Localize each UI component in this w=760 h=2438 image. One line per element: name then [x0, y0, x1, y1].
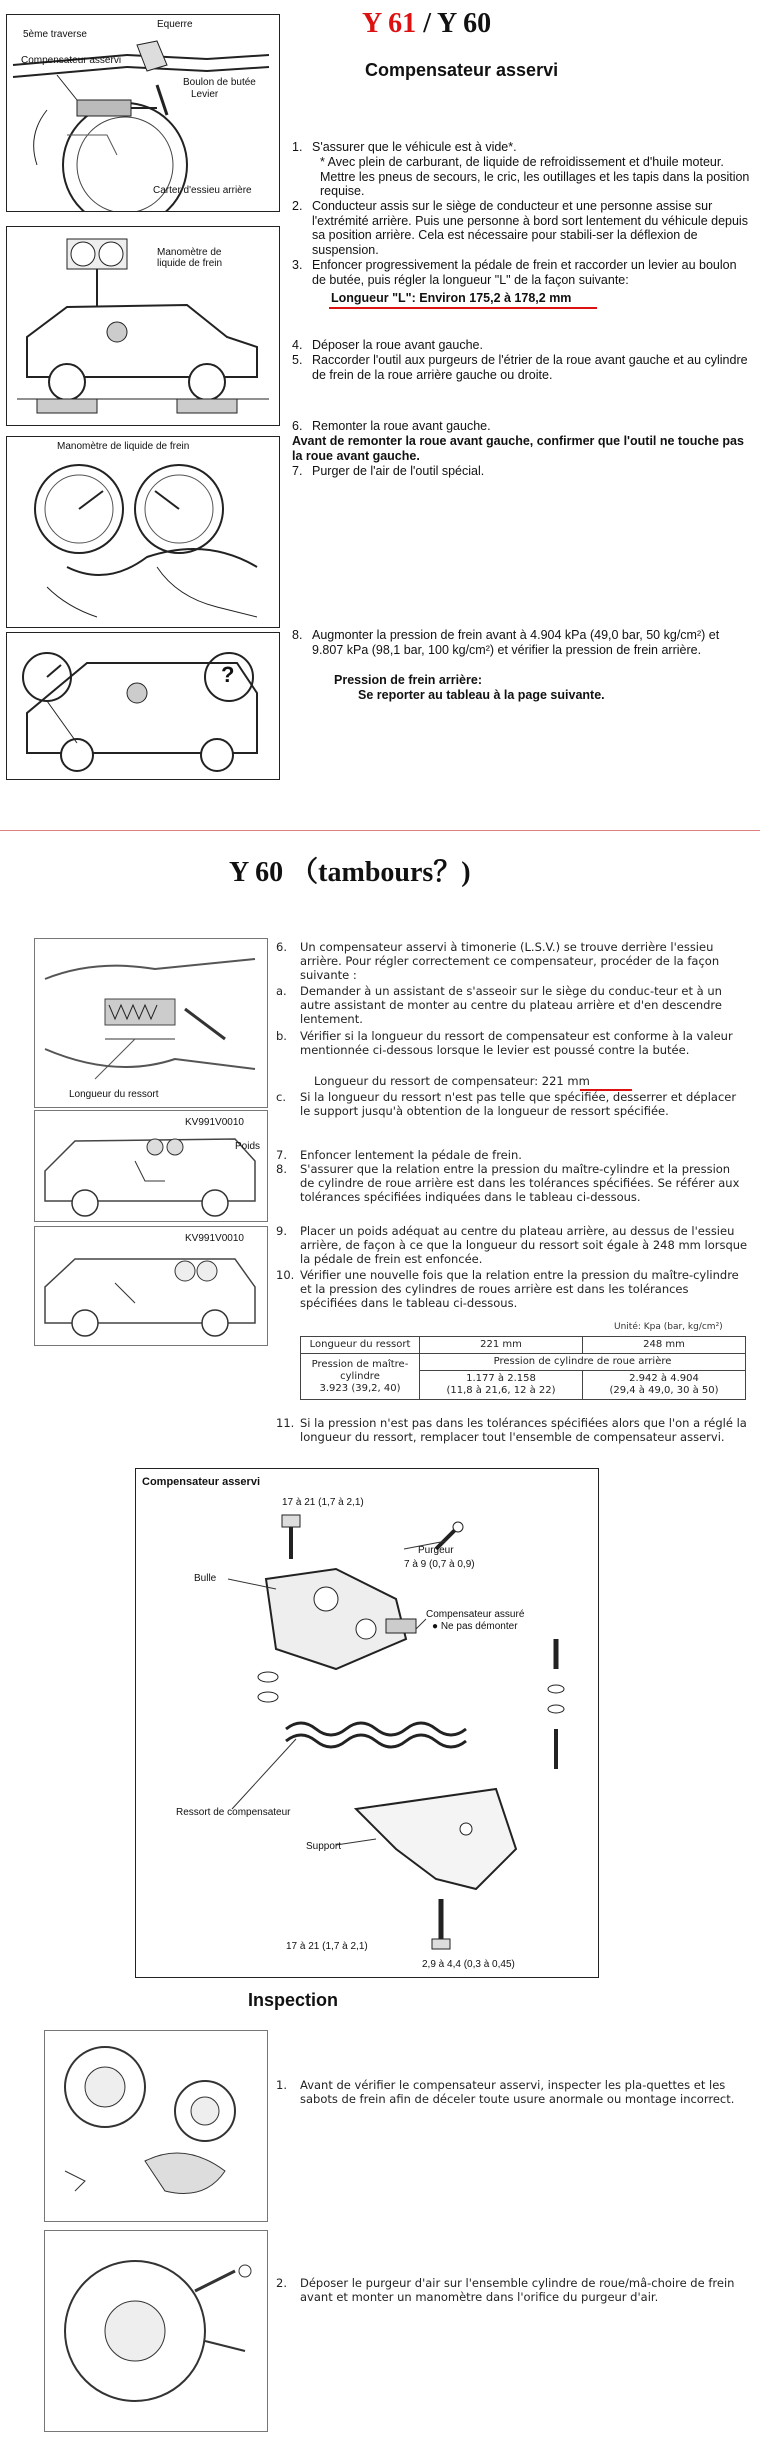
compensator-location-drawing	[7, 15, 279, 211]
manometer-car-drawing	[7, 227, 279, 425]
table-header-248: 248 mm	[583, 1337, 746, 1354]
y60-step-b: b. Vérifier si la longueur du ressort de compensateur est conforme à la valeur mentionnée ci-dessous lorsque le levier est poussé contre la butée.	[276, 1029, 733, 1058]
length-l-label: Longueur "L":	[331, 291, 416, 305]
label-ne-pas-demonter: ● Ne pas démonter	[432, 1621, 518, 1632]
step-8: 8. Augmonter la pression de frein avant à 4.904 kPa (49,0 bar, 50 kg/cm²) et 9.807 kPa (98,1 bar, 100 kg/cm²) et vérifier la pression de frein arrière.	[292, 628, 720, 657]
bleeder-gauge-drawing	[45, 2231, 267, 2431]
step-5: 5. Raccorder l'outil aux purgeurs de l'étrier de la roue avant gauche et au cylindre de frein de la roue arrière gauche ou droite.	[292, 353, 748, 382]
section2-title: Y 60 （tambours？)	[229, 857, 471, 888]
model-y60: Y 60	[436, 8, 492, 39]
label-bulle: Bulle	[194, 1573, 217, 1584]
figure-exploded-view	[135, 1468, 599, 1978]
label-manometre: Manomètre de liquide de frein	[157, 247, 223, 269]
y60-step-8: 8. S'assurer que la relation entre la pression du maître-cylindre et la pression de cylindre de roue arrière est dans les tolérances spécifiées. Se référer aux tolérances spécifiées indiquées dans le tableau ci-dessous.	[276, 1162, 740, 1205]
pressure-table	[300, 1336, 746, 1400]
length-l-spec	[331, 291, 571, 306]
figure-spring-length	[34, 938, 268, 1108]
label-ressort: Ressort de compensateur	[176, 1807, 291, 1818]
figure-bleeder-gauge	[44, 2230, 268, 2432]
label-levier: Levier	[191, 89, 219, 100]
model-y61: Y 61	[362, 8, 417, 39]
torque-small: 2,9 à 4,4 (0,3 à 0,45)	[422, 1959, 515, 1970]
label-traverse: 5ème traverse	[23, 29, 87, 40]
inspection-step-1: 1. Avant de vérifier le compensateur asservi, inspecter les pla-quettes et les sabots de frein afin de déceler toute usure anormale ou montage incorrect.	[276, 2078, 735, 2107]
label-boulon: Boulon de butée	[183, 77, 256, 88]
label-purgeur: Purgeur	[418, 1545, 454, 1556]
tool-truck-drawing	[35, 1227, 267, 1345]
page-header	[362, 8, 491, 40]
table-header-row	[301, 1337, 746, 1354]
y60-step-7: 7. Enfoncer lentement la pédale de frein.	[276, 1148, 522, 1162]
rear-pressure-ref: Se reporter au tableau à la page suivante.	[358, 688, 605, 702]
length-l-value: Environ 175,2 à 178,2 mm	[419, 291, 572, 305]
y60-step-10: 10. Vérifier une nouvelle fois que la relation entre la pression du maître-cylindre et la pression des cylindres de roues arrière est dans les tolérances spécifiées dans le tableau ci-dessous.	[276, 1268, 739, 1311]
table-header-length: Longueur du ressort	[301, 1337, 420, 1354]
y60-step-6: 6. Un compensateur asservi à timonerie (L.S.V.) se trouve derrière l'essieu arrière. Pour régler correctement ce compensateur, procéder de la façon suivante :	[276, 940, 720, 983]
inspection-step-2: 2. Déposer le purgeur d'air sur l'ensemble cylindre de roue/mâ-choire de frein avant et monter un manomètre dans l'orifice du purgeur d'air.	[276, 2276, 735, 2305]
table-row-label: Pression de maître-cylindre 3.923 (39,2, 40)	[301, 1354, 420, 1400]
figure-pressure-check	[6, 632, 280, 780]
torque-bottom: 17 à 21 (1,7 à 2,1)	[286, 1941, 368, 1952]
table-sub-header: Pression de cylindre de roue arrière	[420, 1354, 746, 1371]
label-longueur-ressort: Longueur du ressort	[69, 1089, 159, 1100]
figure-compensator-location	[6, 14, 280, 212]
question-mark: ?	[221, 662, 235, 687]
step-4: 4. Déposer la roue avant gauche.	[292, 338, 483, 352]
spring-length-drawing	[35, 939, 267, 1107]
step-6: 6. Remonter la roue avant gauche.	[292, 419, 491, 433]
y60-step-9: 9. Placer un poids adéquat au centre du plateau arrière, au dessus de l'essieu arrière, de façon à ce que la longueur du ressort soit égale à 248 mm lorsque la pédale de frein est enfoncée.	[276, 1224, 748, 1267]
model-separator: /	[423, 8, 431, 39]
section-divider	[0, 830, 760, 831]
figure-weight-truck	[34, 1110, 268, 1222]
spring-length-label: Longueur du ressort de compensateur:	[314, 1074, 539, 1088]
figure-tool-truck	[34, 1226, 268, 1346]
step-7: 7. Purger de l'air de l'outil spécial.	[292, 464, 485, 478]
table-value-248: 2.942 à 4.904 (29,4 à 49,0, 30 à 50)	[583, 1371, 746, 1400]
figure-brake-parts	[44, 2030, 268, 2222]
figure-manometer-car	[6, 226, 280, 426]
figure-manometer-gauges	[6, 436, 280, 628]
label-equerre: Equerre	[157, 19, 193, 30]
exploded-title: Compensateur asservi	[142, 1476, 260, 1488]
spring-length-value: 221 mm	[541, 1074, 590, 1088]
pressure-check-drawing	[7, 633, 279, 779]
step-3: 3. Enfoncer progressivement la pédale de frein et raccorder un levier au boulon de butée, puis régler la longueur "L" de la façon suivante:	[292, 258, 737, 287]
torque-top: 17 à 21 (1,7 à 2,1)	[282, 1497, 364, 1508]
table-unit: Unité: Kpa (bar, kg/cm²)	[614, 1322, 723, 1332]
label-tool-kv991-1: KV991V0010	[185, 1117, 244, 1128]
length-l-underline	[329, 307, 597, 309]
table-header-221: 221 mm	[420, 1337, 583, 1354]
y60-step-11: 11. Si la pression n'est pas dans les tolérances spécifiées alors que l'on a réglé la longueur du ressort, remplacer tout l'ensemble de compensateur asservi.	[276, 1416, 747, 1445]
page-title: Compensateur asservi	[365, 60, 559, 80]
step-1-note: * Avec plein de carburant, de liquide de refroidissement et d'huile moteur. Mettre les pneus de secours, le cric, les outillages et les tapis dans la position requise.	[320, 155, 750, 198]
label-manometre-gauges: Manomètre de liquide de frein	[57, 441, 190, 452]
step-1: 1. S'assurer que le véhicule est à vide*.	[292, 140, 517, 154]
torque-purgeur: 7 à 9 (0,7 à 0,9)	[404, 1559, 475, 1570]
brake-parts-drawing	[45, 2031, 267, 2221]
inspection-title: Inspection	[248, 1990, 339, 2010]
y60-step-c: c. Si la longueur du ressort n'est pas telle que spécifiée, desserrer et déplacer le support jusqu'à obtention de la longueur de ressort spécifiée.	[276, 1090, 737, 1119]
table-sub-row	[301, 1354, 746, 1371]
rear-pressure-label: Pression de frein arrière:	[334, 673, 482, 687]
exploded-view-drawing	[136, 1469, 598, 1977]
label-carter: Carter d'essieu arrière	[153, 185, 252, 196]
spring-length-spec	[314, 1074, 590, 1088]
table-value-221: 1.177 à 2.158 (11,8 à 21,6, 12 à 22)	[420, 1371, 583, 1400]
label-tool-kv991-2: KV991V0010	[185, 1233, 244, 1244]
step-2: 2. Conducteur assis sur le siège de conducteur et une personne assise sur l'extrémité arrière. Puis une personne à bord sort lentement du véhicule depuis sa position arrière. Cela est nécessaire pour stabili-ser la déflexion de suspension.	[292, 199, 748, 257]
label-poids: Poids	[235, 1141, 261, 1152]
label-compensateur-assure: Compensateur assuré	[426, 1609, 525, 1620]
step-6-warning: Avant de remonter la roue avant gauche, confirmer que l'outil ne touche pas la roue avant gauche.	[292, 434, 744, 463]
label-support: Support	[306, 1841, 342, 1852]
manometer-gauges-drawing	[7, 437, 279, 627]
y60-step-a: a. Demander à un assistant de s'asseoir sur le siège du conduc-teur et à un autre assistant de monter au centre du plateau arrière et d'en descendre lentement.	[276, 984, 722, 1027]
label-compensateur: Compensateur asservi	[21, 55, 122, 66]
